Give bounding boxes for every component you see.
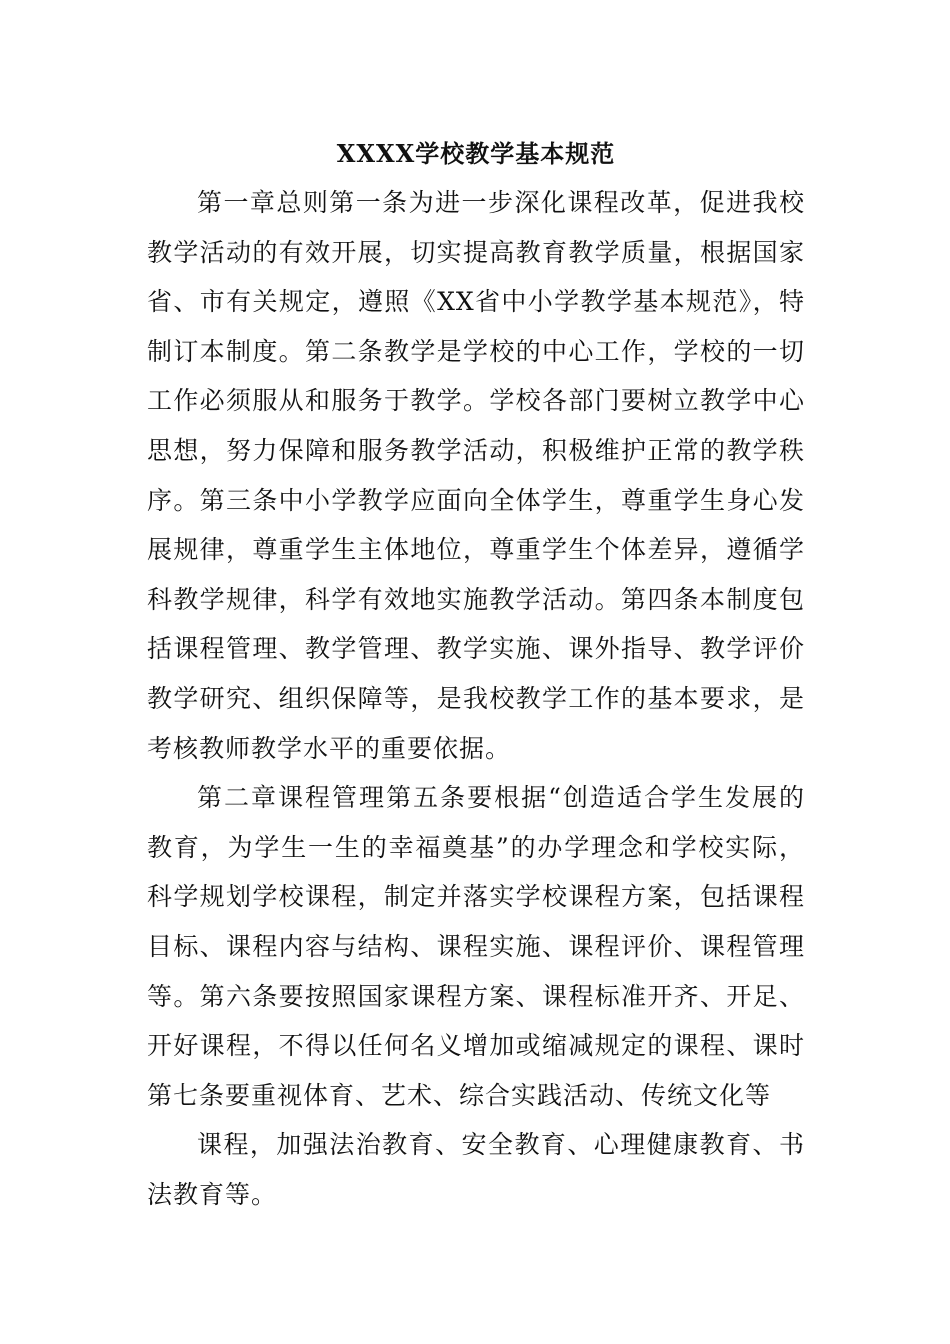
paragraph-chapter-two: 第二章课程管理第五条要根据“创造适合学生发展的教育，为学生一生的幸福奠基”的办学理念和学校实际，科学规划学校课程，制定并落实学校课程方案，包括课程目标、课程内容与结构、课程实施、课程评价、课程管理等。第六条要按照国家课程方案、课程标准开齐、开足、开好课程，不得以任何名义增加或缩减规定的课程、课时第七条要重视体育、艺术、综合实践活动、传统文化等 — [147, 783, 805, 1110]
paragraph-continuation: 课程，加强法治教育、安全教育、心理健康教育、书法教育等。 — [147, 1130, 805, 1209]
document-page — [147, 138, 805, 1219]
document-title: XXXX学校教学基本规范 — [336, 139, 616, 168]
paragraph-chapter-one: 第一章总则第一条为进一步深化课程改革，促进我校教学活动的有效开展，切实提高教育教学质量，根据国家省、市有关规定，遵照《XX省中小学教学基本规范》，特制订本制度。第二条教学是学校的中心工作，学校的一切工作必须服从和服务于教学。学校各部门要树立教学中心思想，努力保障和服务教学活动，积极维护正常的教学秩序。第三条中小学教学应面向全体学生，尊重学生身心发展规律，尊重学生主体地位，尊重学生个体差异，遵循学科教学规律，科学有效地实施教学活动。第四条本制度包括课程管理、教学管理、教学实施、课外指导、教学评价教学研究、组织保障等，是我校教学工作的基本要求，是考核教师教学水平的重要依据。 — [147, 188, 805, 763]
